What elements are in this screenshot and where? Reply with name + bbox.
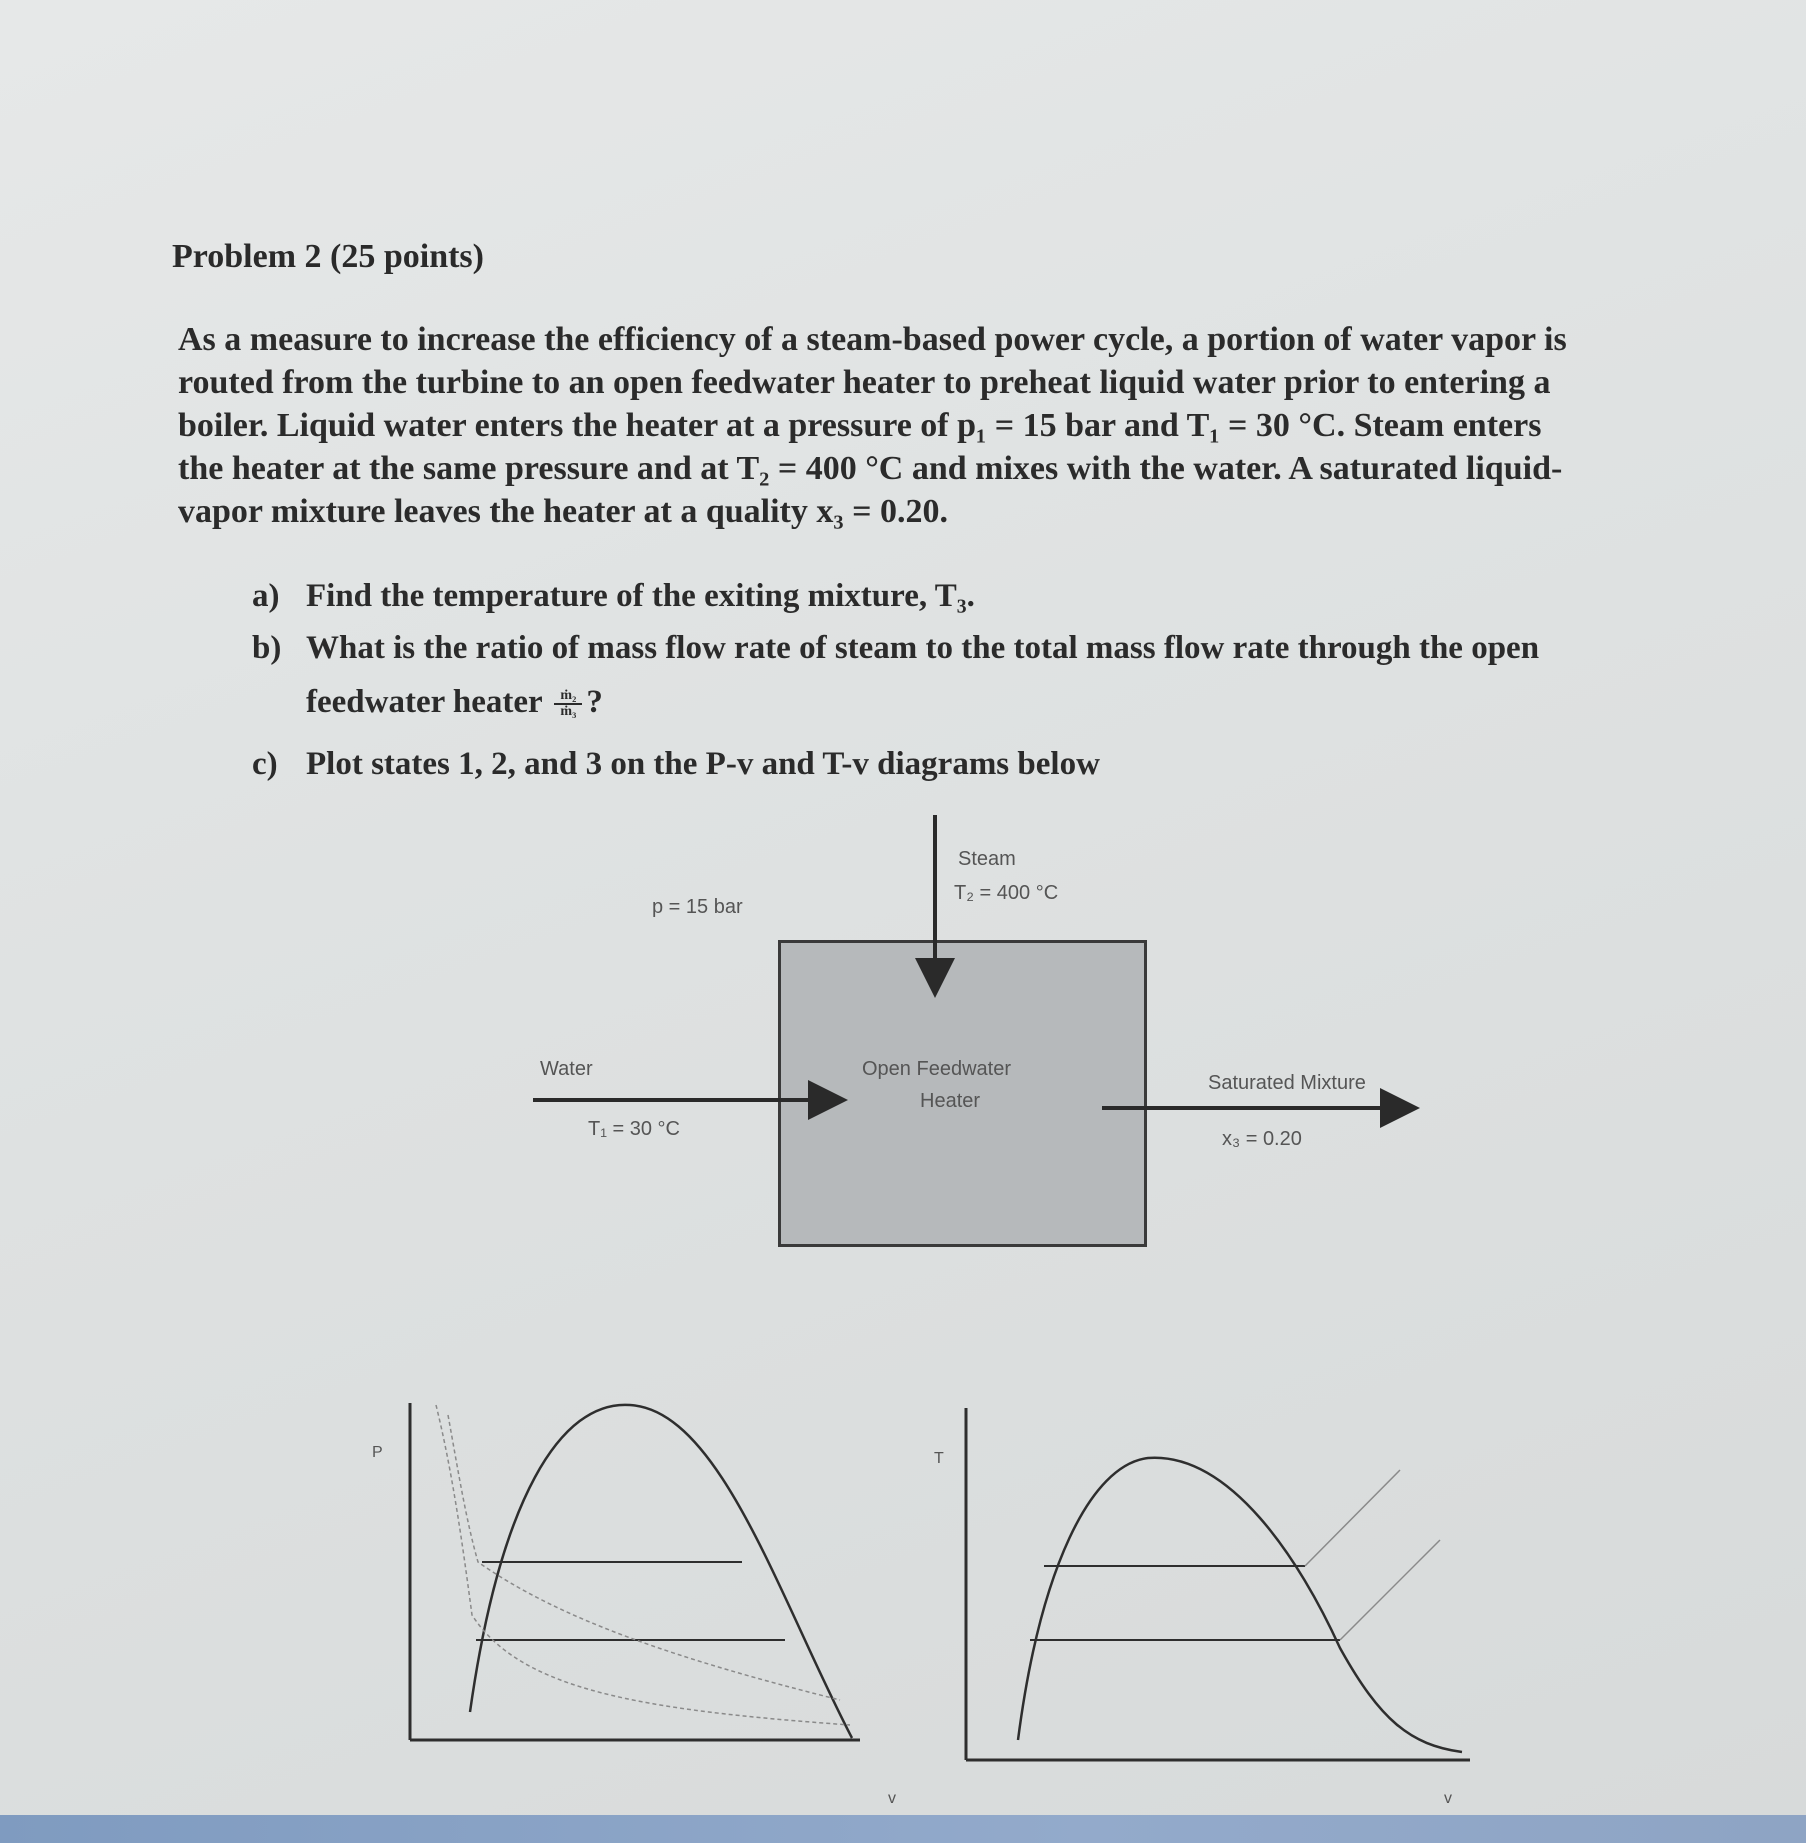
statement-line: routed from the turbine to an open feedwater heater to preheat liquid water prior to entering a <box>178 364 1551 401</box>
tv-axis-x-label: v <box>1444 1790 1452 1807</box>
question-b-text-2: feedwater heater <box>306 684 543 720</box>
question-b-label: b) <box>252 630 282 666</box>
steam-temp-label: T₂ = 400 °C <box>954 882 1059 904</box>
heater-label-line-2: Heater <box>920 1090 981 1112</box>
screen-bottom-edge <box>0 1815 1806 1843</box>
pressure-label: p = 15 bar <box>652 896 743 918</box>
mixture-quality-label: x₃ = 0.20 <box>1222 1128 1302 1150</box>
tv-diagram <box>966 1408 1470 1760</box>
steam-label: Steam <box>958 848 1016 870</box>
water-temp-label: T₁ = 30 °C <box>588 1118 681 1140</box>
tv-isobar-upper-ext <box>1305 1470 1400 1566</box>
water-label: Water <box>540 1058 593 1080</box>
statement-line: boiler. Liquid water enters the heater at a pressure of p₁ = 15 bar and T₁ = 30 °C. Steam enters <box>178 407 1542 444</box>
problem-title: Problem 2 (25 points) <box>172 238 484 275</box>
ratio-denominator: ṁ₃ <box>560 704 577 720</box>
question-a-text: Find the temperature of the exiting mixture, T₃. <box>306 578 975 614</box>
statement-line: the heater at the same pressure and at T₂ = 400 °C and mixes with the water. A saturated liquid- <box>178 450 1563 487</box>
tv-isobar-lower-ext <box>1340 1540 1440 1640</box>
question-c-text: Plot states 1, 2, and 3 on the P-v and T-v diagrams below <box>306 746 1100 782</box>
question-a-label: a) <box>252 578 280 614</box>
pv-isotherm-2 <box>448 1415 840 1700</box>
statement-line: As a measure to increase the efficiency of a steam-based power cycle, a portion of water vapor is <box>178 321 1567 358</box>
tv-axis-y-label: T <box>934 1450 944 1467</box>
pv-diagram <box>410 1403 860 1740</box>
question-b-qmark: ? <box>586 684 603 720</box>
question-c-label: c) <box>252 746 278 782</box>
pv-axis-y-label: P <box>372 1444 383 1461</box>
question-b-text: What is the ratio of mass flow rate of steam to the total mass flow rate through the open <box>306 630 1540 666</box>
pv-isotherm-1 <box>436 1405 850 1725</box>
statement-line: vapor mixture leaves the heater at a quality x₃ = 0.20. <box>178 493 948 530</box>
ratio-numerator: ṁ₂ <box>560 688 577 704</box>
tv-saturation-dome <box>1018 1458 1462 1752</box>
mixture-label: Saturated Mixture <box>1208 1072 1366 1094</box>
pv-axis-x-label: v <box>888 1790 896 1807</box>
heater-label-line-1: Open Feedwater <box>862 1058 1011 1080</box>
